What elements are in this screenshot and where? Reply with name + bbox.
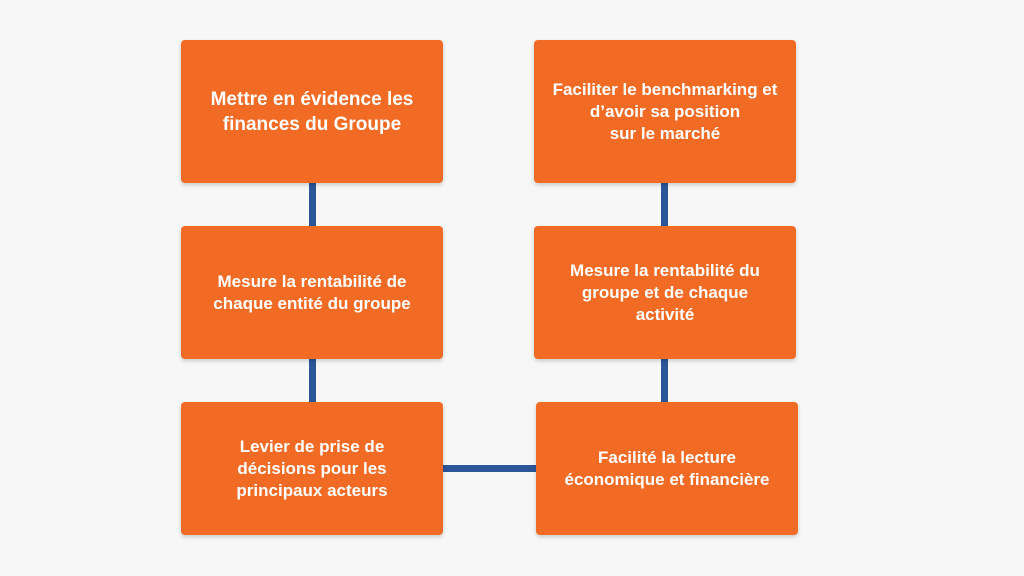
box-label: Levier de prise de décisions pour les principaux acteurs (236, 436, 388, 500)
connector-right-1-2 (661, 183, 668, 226)
box-label: Faciliter le benchmarking et d’avoir sa position sur le marché (552, 79, 778, 143)
box-mesure-rentabilite-entite (181, 226, 443, 359)
connector-left-2-3 (309, 359, 316, 402)
box-mesure-rentabilite-groupe (534, 226, 796, 359)
connector-left-1-2 (309, 183, 316, 226)
box-mettre-en-evidence-finances (181, 40, 443, 183)
box-faciliter-benchmarking (534, 40, 796, 183)
connector-bottom-horizontal (443, 465, 536, 472)
box-label: Mettre en évidence les finances du Groupe (210, 88, 414, 135)
box-facilite-lecture (536, 402, 798, 535)
box-label: Facilité la lecture économique et financière (564, 447, 770, 489)
box-levier-prise-decisions (181, 402, 443, 535)
box-label: Mesure la rentabilité du groupe et de chaque activité (570, 260, 760, 324)
box-label: Mesure la rentabilité de chaque entité du groupe (213, 271, 411, 313)
connector-right-2-3 (661, 359, 668, 402)
